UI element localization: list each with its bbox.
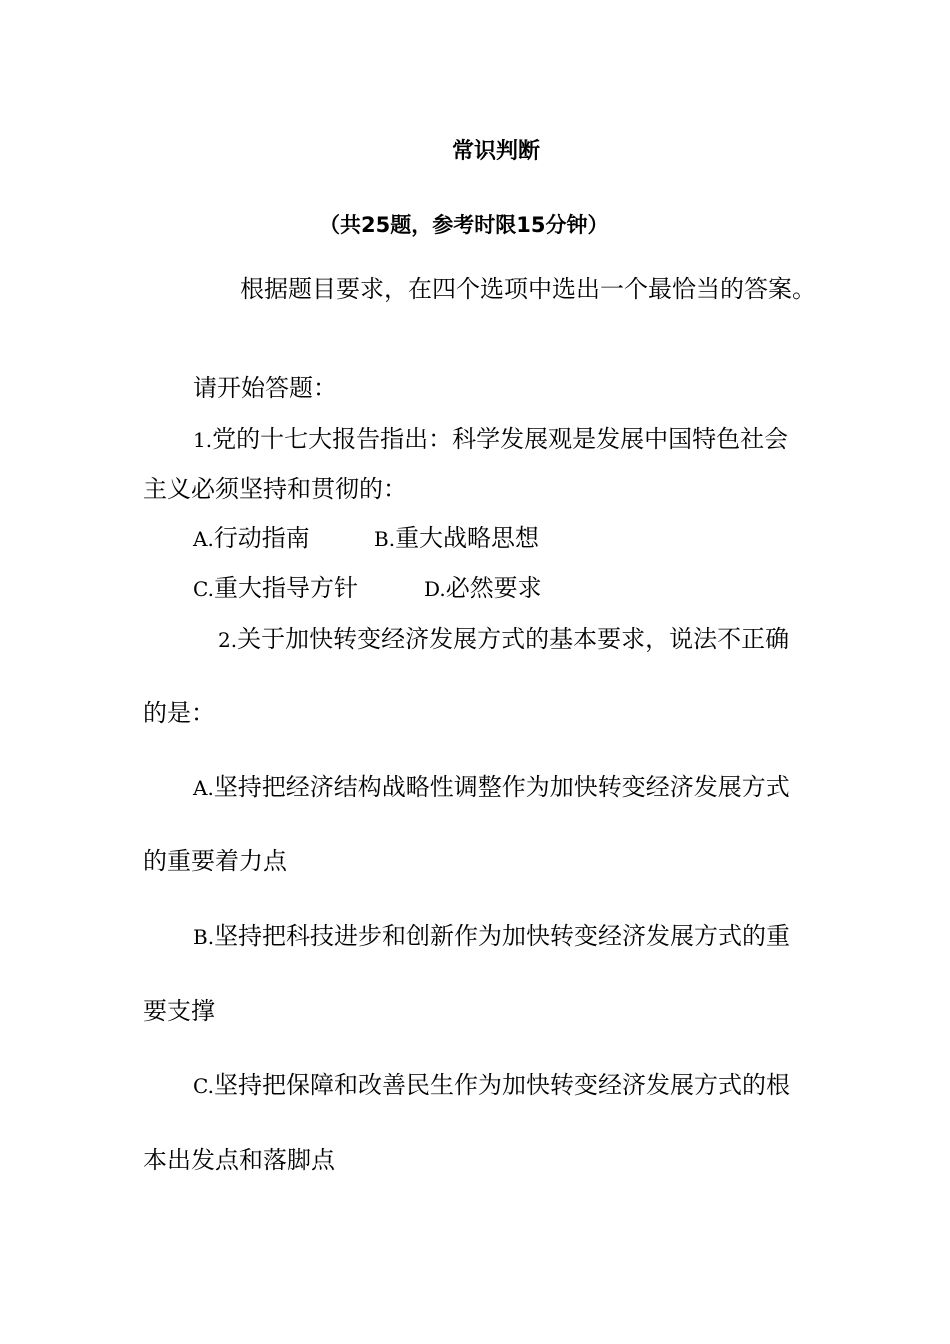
option-text: 坚持把科技进步和创新作为加快转变经济发展方式的重 — [214, 922, 791, 950]
question-2-option-c-cont: 本出发点和落脚点 — [143, 1146, 335, 1174]
question-stem-line1: 关于加快转变经济发展方式的基本要求，说法不正确 — [237, 625, 790, 653]
start-prompt: 请开始答题： — [193, 374, 337, 402]
question-2-option-a-cont: 的重要着力点 — [143, 847, 287, 875]
option-letter: C. — [193, 1074, 214, 1098]
question-1-option-b[interactable] — [374, 523, 539, 554]
option-letter: A. — [193, 527, 214, 551]
question-2-stem-cont: 的是： — [143, 699, 215, 727]
question-2-option-b-cont: 要支撑 — [143, 997, 215, 1025]
option-text: 坚持把经济结构战略性调整作为加快转变经济发展方式 — [213, 773, 790, 801]
question-number: 1. — [193, 428, 213, 452]
section-subtitle: （共25题，参考时限15分钟） — [319, 213, 609, 237]
question-number: 2. — [218, 628, 238, 652]
option-letter: A. — [193, 776, 214, 800]
question-1-stem-cont: 主义必须坚持和贯彻的： — [143, 475, 407, 503]
question-2-option-a[interactable] — [193, 772, 790, 803]
question-2-option-c[interactable] — [193, 1070, 790, 1101]
option-text: 重大指导方针 — [213, 574, 358, 602]
question-stem-line1: 党的十七大报告指出：科学发展观是发展中国特色社会 — [212, 425, 789, 453]
question-1-option-c[interactable] — [193, 573, 358, 604]
option-text: 重大战略思想 — [395, 524, 540, 552]
question-1-option-d[interactable] — [424, 573, 542, 604]
option-letter: B. — [374, 527, 396, 551]
instruction-text: 根据题目要求，在四个选项中选出一个最恰当的答案。 — [240, 275, 816, 303]
option-letter: B. — [193, 925, 215, 949]
option-text: 坚持把保障和改善民生作为加快转变经济发展方式的根 — [213, 1071, 790, 1099]
question-2-stem — [218, 624, 789, 655]
question-2-option-b[interactable] — [193, 921, 790, 952]
question-1-option-a[interactable] — [193, 523, 310, 554]
option-text: 行动指南 — [213, 524, 310, 552]
section-title: 常识判断 — [452, 139, 541, 164]
option-letter: C. — [193, 577, 214, 601]
option-letter: D. — [424, 577, 446, 601]
question-1-stem — [193, 424, 788, 455]
option-text: 必然要求 — [445, 574, 542, 602]
